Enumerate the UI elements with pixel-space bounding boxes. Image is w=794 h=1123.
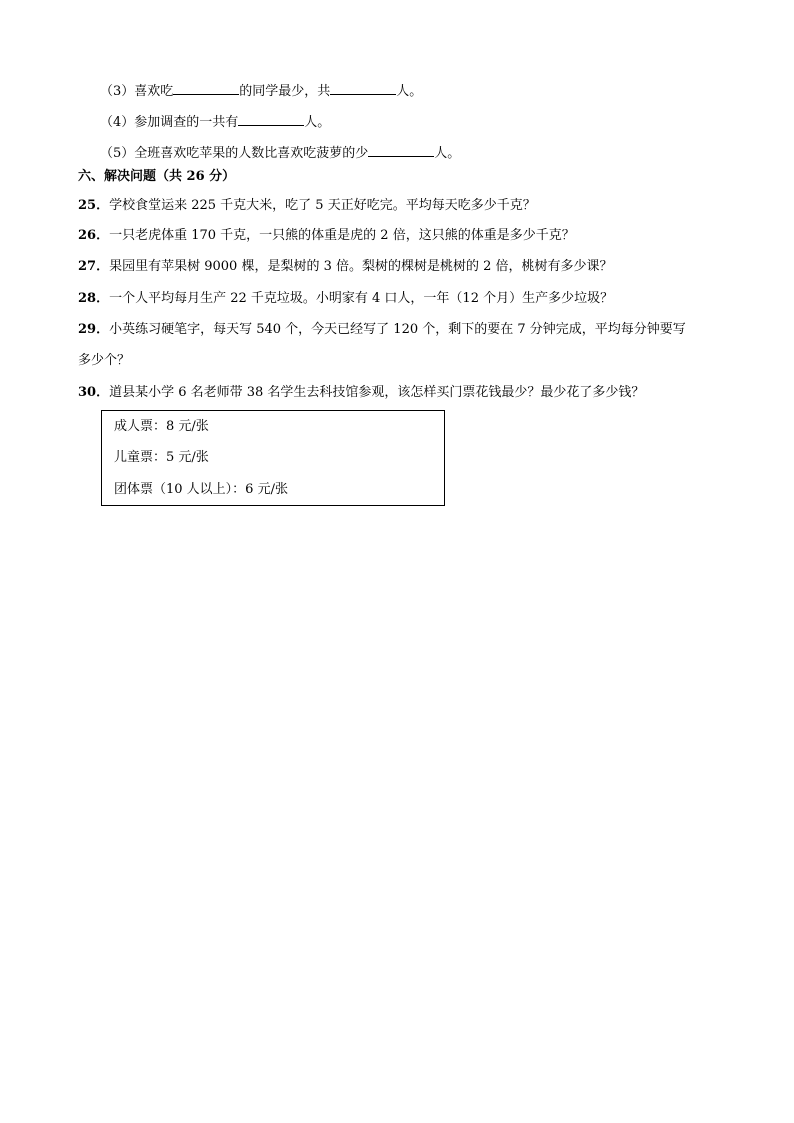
answer-blank[interactable] xyxy=(330,82,396,95)
question-number: 28． xyxy=(78,291,110,306)
sub-question-5-suffix: 人。 xyxy=(434,146,461,161)
sub-question-3-prefix: （3）喜欢吃 xyxy=(100,84,174,99)
question-number: 27． xyxy=(78,259,110,274)
question-29-continued: 多少个？ xyxy=(78,353,131,368)
group-ticket-price: 团体票（10 人以上）：6 元/张 xyxy=(114,482,288,497)
sub-question-3-suffix: 人。 xyxy=(396,84,423,99)
section-heading: 六、解决问题（共 26 分） xyxy=(78,169,236,184)
sub-question-3 xyxy=(100,82,422,101)
sub-question-5-prefix: （5）全班喜欢吃苹果的人数比喜欢吃菠萝的少 xyxy=(100,146,369,161)
answer-blank[interactable] xyxy=(368,144,434,157)
sub-question-5 xyxy=(100,144,460,163)
question-29 xyxy=(78,321,686,339)
answer-blank[interactable] xyxy=(238,113,304,126)
question-text: 小英练习硬笔字，每天写 540 个，今天已经写了 120 个，剩下的要在 7 分钟完成，平均每分钟要写 xyxy=(109,322,686,337)
ticket-price-box xyxy=(101,410,445,506)
sub-question-4-suffix: 人。 xyxy=(304,115,331,130)
question-text: 学校食堂运来 225 千克大米，吃了 5 天正好吃完。平均每天吃多少千克？ xyxy=(109,198,536,213)
sub-question-4-prefix: （4）参加调查的一共有 xyxy=(100,115,239,130)
answer-blank[interactable] xyxy=(173,82,239,95)
question-25 xyxy=(78,197,536,215)
question-27 xyxy=(78,258,613,276)
adult-ticket-price: 成人票：8 元/张 xyxy=(114,419,209,434)
question-text: 一个人平均每月生产 22 千克垃圾。小明家有 4 口人，一年（12 个月）生产多少垃圾？ xyxy=(109,291,614,306)
question-text: 道县某小学 6 名老师带 38 名学生去科技馆参观，该怎样买门票花钱最少？最少花了多少钱？ xyxy=(109,385,645,400)
question-number: 25． xyxy=(78,198,110,213)
question-30 xyxy=(78,384,644,402)
sub-question-3-mid: 的同学最少，共 xyxy=(239,84,331,99)
child-ticket-price: 儿童票：5 元/张 xyxy=(114,450,209,465)
question-text: 果园里有苹果树 9000 棵，是梨树的 3 倍。梨树的棵树是桃树的 2 倍，桃树有多少课？ xyxy=(109,259,613,274)
question-text: 一只老虎体重 170 千克，一只熊的体重是虎的 2 倍，这只熊的体重是多少千克？ xyxy=(109,228,575,243)
question-28 xyxy=(78,290,613,308)
question-number: 26． xyxy=(78,228,110,243)
question-number: 30． xyxy=(78,385,110,400)
sub-question-4 xyxy=(100,113,330,132)
question-26 xyxy=(78,227,575,245)
question-number: 29． xyxy=(78,322,110,337)
